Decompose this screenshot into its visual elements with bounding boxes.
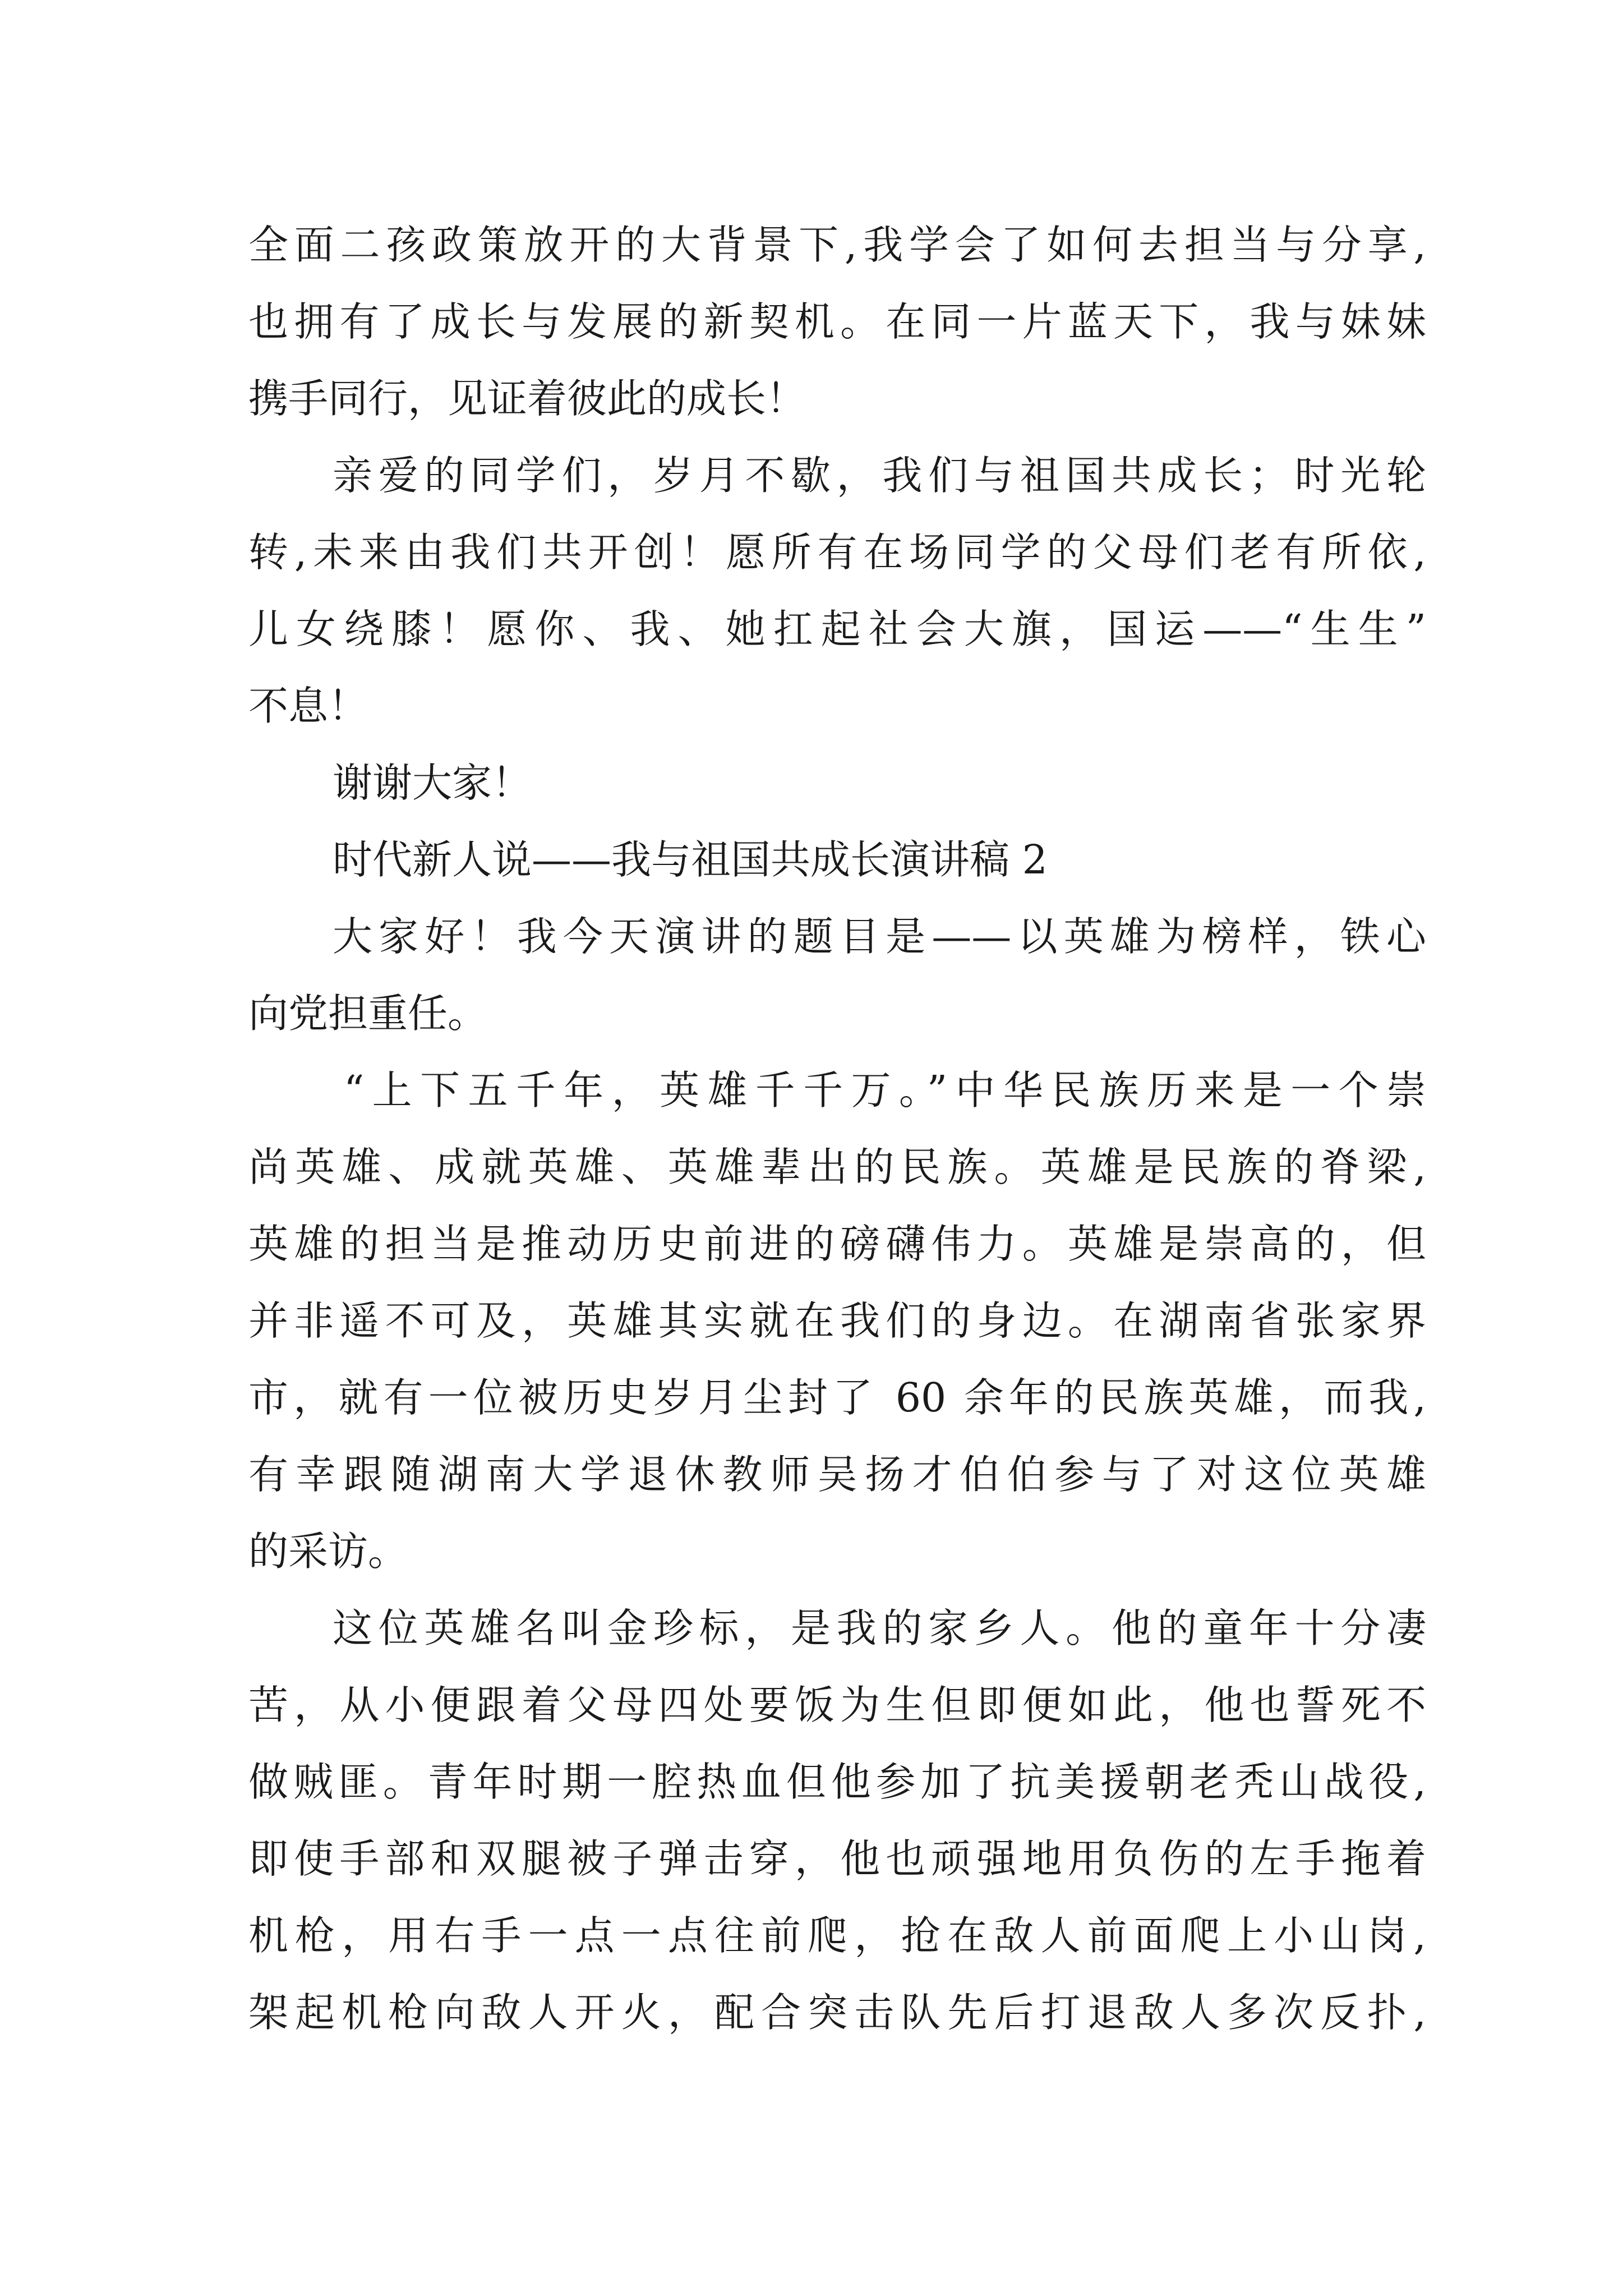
text-line: 有幸跟随湖南大学退休教师吴扬才伯伯参与了对这位英雄: [248, 1451, 1426, 1498]
text-line: 并非遥不可及，英雄其实就在我们的身边。在湖南省张家界: [248, 1297, 1426, 1344]
text-line: 市，就有一位被历史岁月尘封了 60 余年的民族英雄，而我,: [248, 1374, 1426, 1421]
text-line: 英雄的担当是推动历史前进的磅礴伟力。英雄是崇高的，但: [248, 1221, 1426, 1267]
text-line: 做贼匪。青年时期一腔热血但他参加了抗美援朝老秃山战役,: [248, 1759, 1426, 1805]
section-heading: 时代新人说——我与祖国共成长演讲稿 2: [333, 836, 1048, 883]
text-line: 转,未来由我们共开创！愿所有在场同学的父母们老有所依,: [248, 529, 1426, 576]
text-line: 不息！: [248, 683, 368, 729]
text-line: 架起机枪向敌人开火，配合突击队先后打退敌人多次反扑,: [248, 1989, 1426, 2036]
text-line: 携手同行，见证着彼此的成长！: [248, 375, 806, 422]
paragraph-start-line: “上下五千年，英雄千千万。”中华民族历来是一个崇: [344, 1067, 1426, 1114]
text-line: 即使手部和双腿被子弹击穿，他也顽强地用负伤的左手拖着: [248, 1835, 1426, 1882]
text-line: 尚英雄、成就英雄、英雄辈出的民族。英雄是民族的脊梁,: [248, 1144, 1426, 1190]
text-line: 也拥有了成长与发展的新契机。在同一片蓝天下，我与妹妹: [248, 298, 1426, 345]
document-body: [248, 206, 1426, 2051]
text-line: 儿女绕膝！愿你、我、她扛起社会大旗，国运——“生生”: [248, 606, 1426, 652]
paragraph-start-line: 这位英雄名叫金珍标，是我的家乡人。他的童年十分凄: [333, 1605, 1426, 1651]
text-line: 的采访。: [248, 1528, 408, 1575]
text-line: 机枪，用右手一点一点往前爬，抢在敌人前面爬上小山岗,: [248, 1912, 1426, 1959]
text-line: 全面二孩政策放开的大背景下,我学会了如何去担当与分享,: [248, 222, 1426, 268]
paragraph-start-line: 亲爱的同学们，岁月不歇，我们与祖国共成长；时光轮: [333, 452, 1426, 499]
paragraph-start-line: 谢谢大家！: [333, 760, 532, 806]
paragraph-start-line: 大家好！我今天演讲的题目是——以英雄为榜样，铁心: [333, 913, 1426, 960]
text-line: 苦，从小便跟着父母四处要饭为生但即便如此，他也誓死不: [248, 1682, 1426, 1728]
text-line: 向党担重任。: [248, 990, 488, 1037]
